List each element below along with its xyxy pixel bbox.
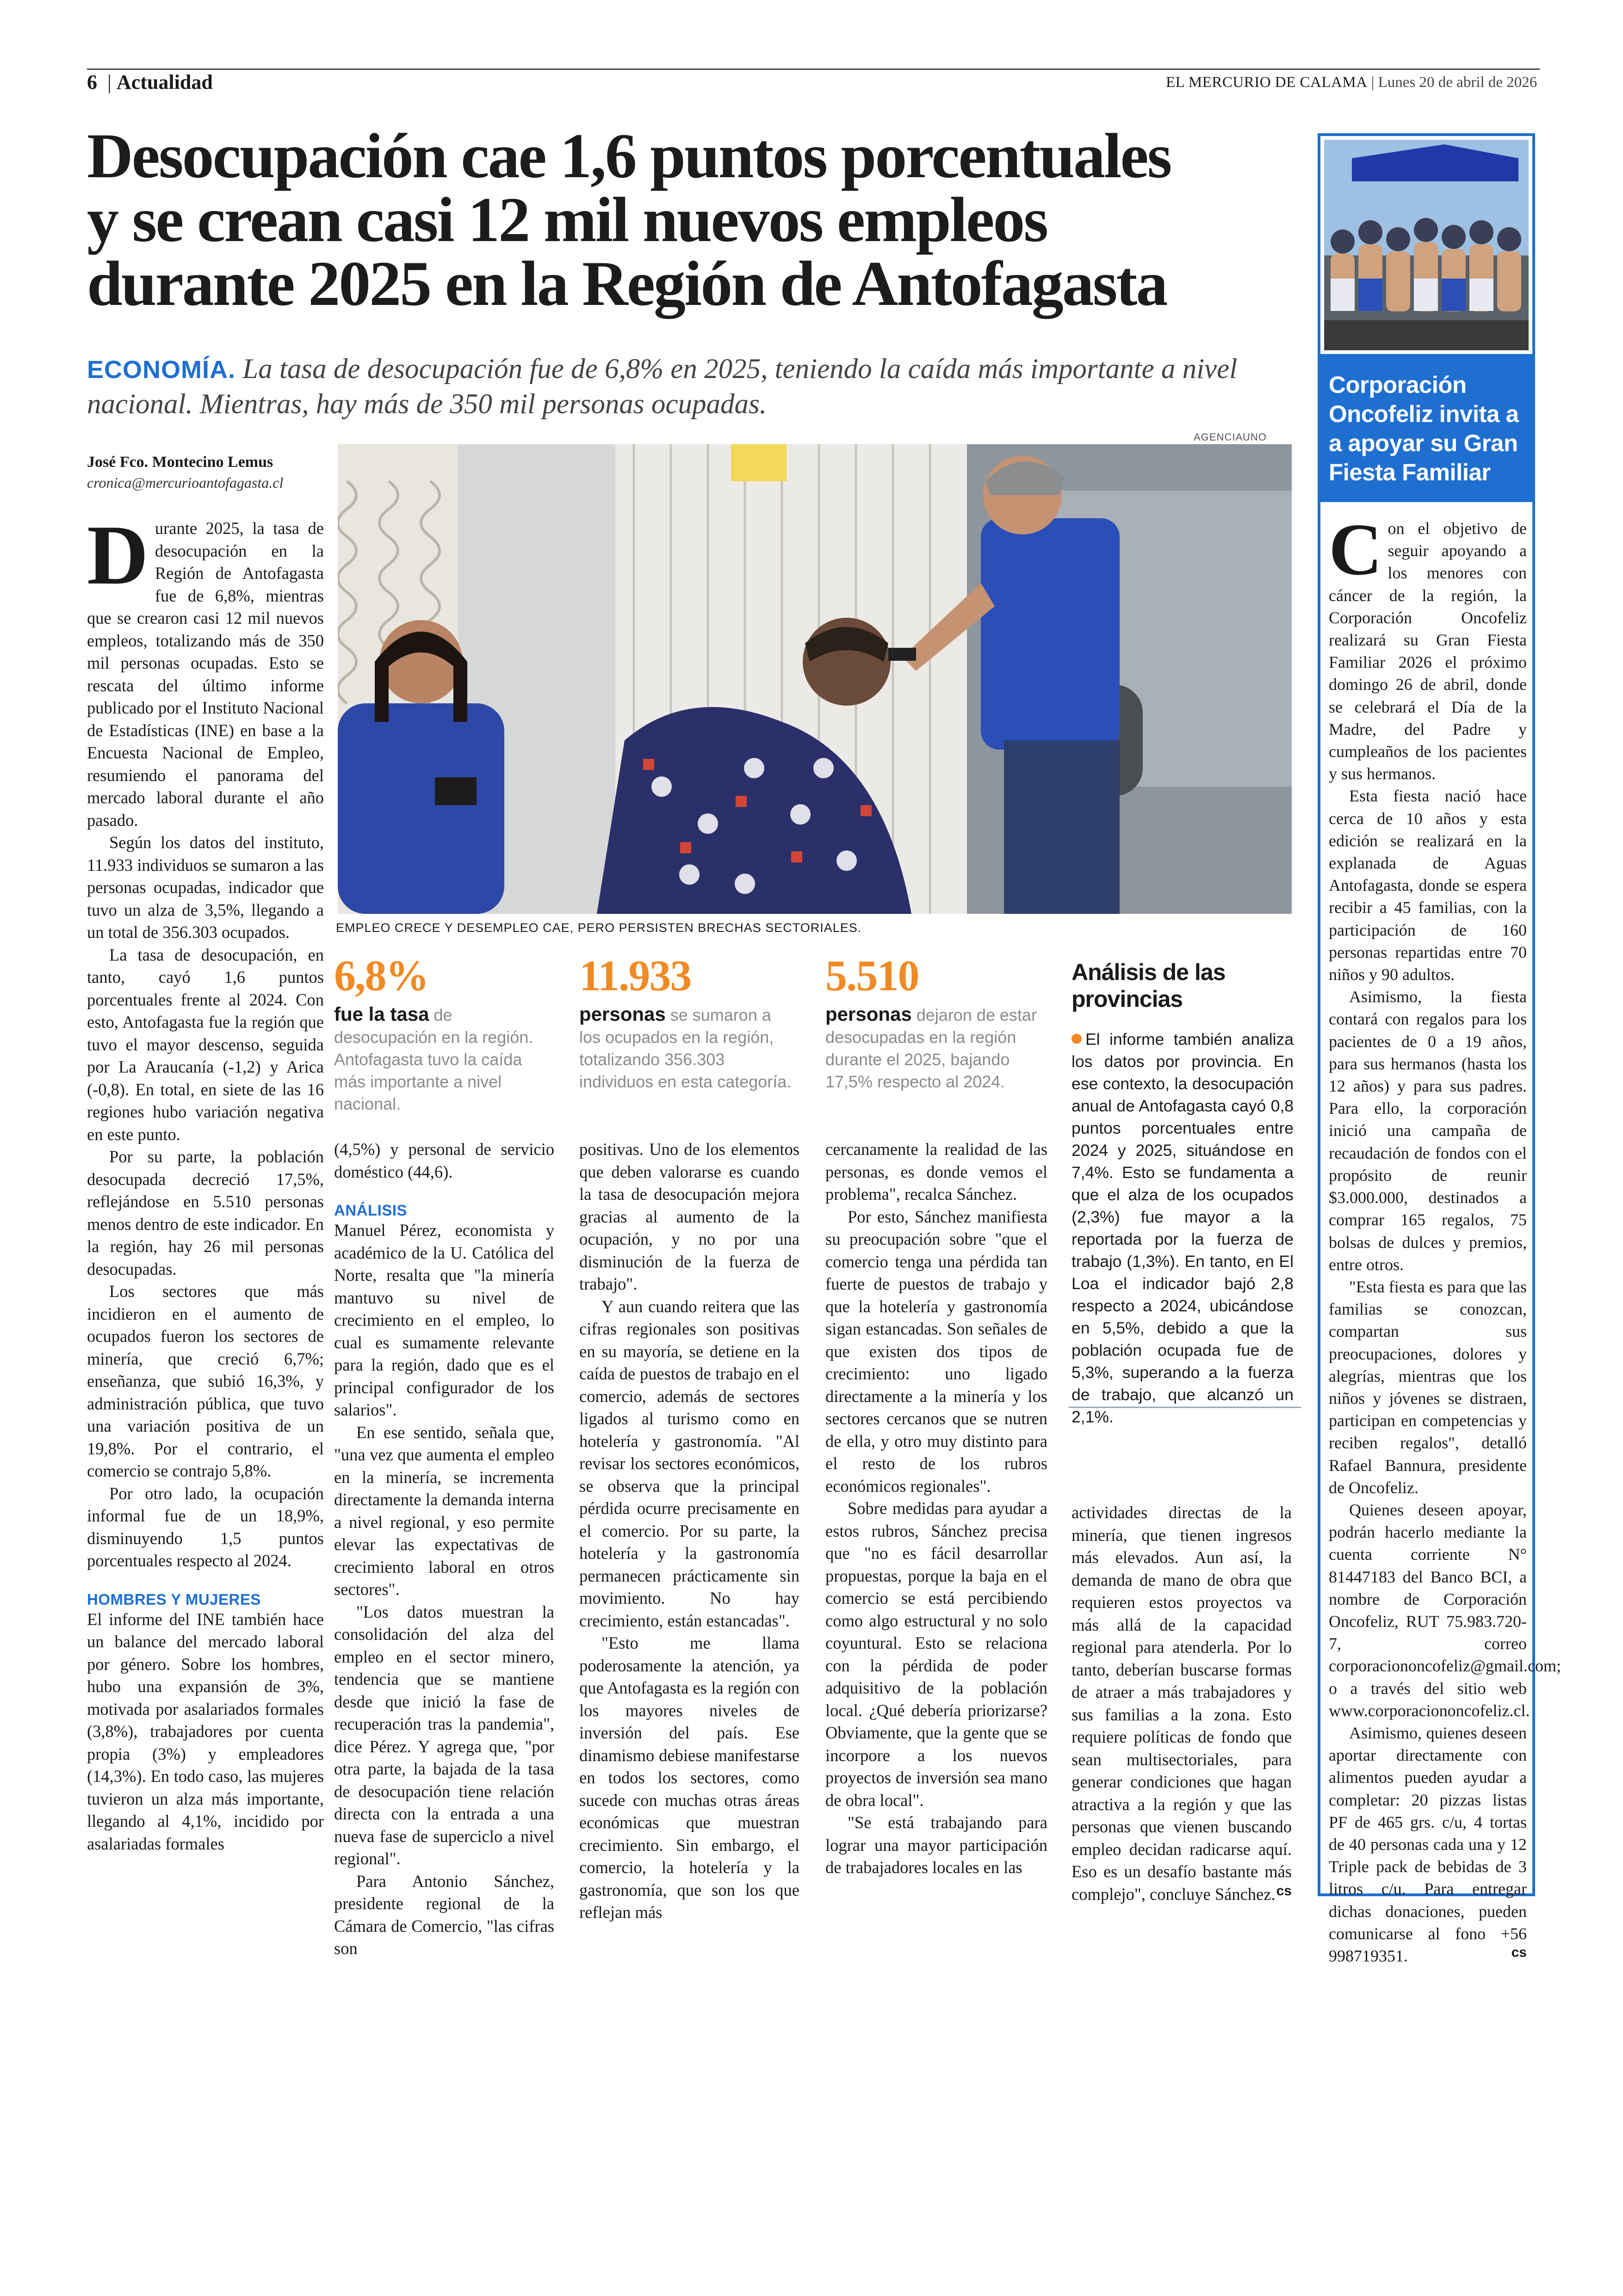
paragraph: Esta fiesta nació hace cerca de 10 años y esta edición se realizará en la explanada de Aguas Antofagasta, donde se espera recibir a 45 familias, con la participación de 160 personas repartidas entre 70 niños y 90 adultos. [1329,787,1527,984]
provinces-text: El informe también analiza los datos por provincia. En ese contexto, la desocupación anual de Antofagasta cayó 0,8 puntos porcentuales entre 2024 y 2025, situándose en 7,4%. Esto se fundamenta a que el alza de los ocupados (2,3%) fue mayor a la reportada por la fuerza de trabajo (1,3%). En tanto, en El Loa el indicador bajó 2,8 respecto a 2024, ubicándose en 5,5%, debido a que la población ocupada fue de 5,3%, superando a la fuerza de trabajo, que alcanzó un 2,1%. [1072,1030,1294,1426]
paragraph: Por otro lado, la ocupación informal fue de un 18,9%, disminuyendo 1,5 puntos porcentuales respecto al 2024. [87,1483,324,1570]
barbershop-photo [338,444,1292,914]
paragraph: La tasa de desocupación, en tanto, cayó 1,6 puntos porcentuales frente al 2024. Con esto, Antofagasta fue la región que tuvo el mayor descenso, seguida por La Araucanía (-1,2) y Arica (-0,8). En total, en siete de las 16 regiones hubo variación negativa en este punto. [87,945,324,1144]
paragraph: on el objetivo de seguir apoyando a los menores con cáncer de la región, la Corporación Oncofeliz realizará su Gran Fiesta Familiar 2026 el próximo domingo 26 de abril, donde se celebrará el Día de la Madre, del Padre y cumpleaños de los pacientes y sus hermanos. [1329,519,1527,783]
body-column-2 [334,1138,554,1960]
newspaper-name: EL MERCURIO DE CALAMA [1166,74,1368,91]
photo-caption: EMPLEO CRECE Y DESEMPLEO CAE, PERO PERSISTEN BRECHAS SECTORIALES. [336,921,862,935]
paragraph: cercanamente la realidad de las personas, es donde vemos el problema", recalca Sánchez. [825,1140,1047,1204]
lede-text: La tasa de desocupación fue de 6,8% en 2025, teniendo la caída más importante a nivel nacional. Mientras, hay más de 350 mil personas ocupadas. [87,354,1238,420]
photo-credit: AGENCIAUNO [1194,431,1267,443]
end-mark: cs [1276,1883,1292,1899]
paragraph: (4,5%) y personal de servicio doméstico (44,6). [334,1140,554,1181]
body-column-5 [1072,1502,1292,1905]
family-event-illustration [1324,140,1529,350]
paragraph: Según los datos del instituto, 11.933 individuos se sumaron a las personas ocupadas, indicador que tuvo un alza de 3,5%, llegando a un total de 356.303 ocupados. [87,833,324,942]
page-number: 6 [87,71,97,93]
page-separator: | [107,71,112,93]
stat-description [579,1003,797,1093]
paragraph: Por su parte, la población desocupada decreció 17,5%, reflejándose en 5.510 personas menos dentro de este indicador. En la región, hay 26 mil personas desocupadas. [87,1147,324,1278]
stat-bold: personas [825,1003,912,1025]
newspaper-info [1166,74,1537,91]
paragraph: Sobre medidas para ayudar a estos rubros, Sánchez precisa que "no es fácil desarrollar propuestas, porque la baja en el comercio se está percibiendo como algo estructural y no solo coyuntural. Esto se relaciona con la pérdida de poder adquisitivo de la población local. ¿Qué debería priorizarse? Obviamente, que la gente que se incorpore a los nuevos proyectos de inversión sea mano de obra local". [825,1499,1047,1810]
paragraph: El informe del INE también hace un balance del mercado laboral por género. Sobre los hombres, hubo una expansión de 3%, motivada por asalariados formales (3,8%), trabajadores por cuenta propia (3%) y empleadores (14,3%). En todo caso, las mujeres tuvieron un alza más importante, llegando al 4,1%, incidido por asalariadas formales [87,1609,324,1853]
body-column-1 [87,508,324,1905]
stat-text: de desocupación en la región. Antofagasta tuvo la caída más importante a nivel nacional. [334,1005,533,1113]
paragraph: Asimismo, la fiesta contará con regalos para los pacientes de 0 a 19 años, para sus hermanos (hasta los 12 años) y para sus padres. Para ello, la corporación inició una campaña de recaudación de fondos con el propósito de reunir $3.000.000, destinados a comprar 165 regalos, 75 bolsas de dulces y premios, entre otros. [1329,987,1527,1274]
subheading: HOMBRES Y MUJERES [87,1590,261,1608]
end-mark: cs [1511,1945,1527,1960]
paragraph: "Los datos muestran la consolidación del alza del empleo en el sector minero, tendencia que se mantiene desde que inició la fase de recuperación tras la pandemia", dice Pérez. Y agrega que, "por otra parte, la bajada de la tasa de desocupación tiene relación directa con la entrada a una nueva fase de superciclo a nivel regional". [334,1602,554,1868]
paragraph: "Esta fiesta es para que las familias se conozcan, compartan sus preocupaciones, dolores y alegrías, mientras que los niños y jóvenes se distraen, participan en competencias y reciben regalos", detalló Rafael Bannura, presidente de Oncofeliz. [1329,1277,1527,1497]
paragraph: "Esto me llama poderosamente la atención, ya que Antofagasta es la región con los mayores niveles de inversión del país. Ese dinamismo debiese manifestarse en todos los sectores, como sucede con muchas otras áreas económicas que muestran crecimiento. Sin embargo, el comercio, la hotelería y la gastronomía, que son los que reflejan más [579,1633,799,1922]
barbershop-photo-illustration [338,444,1292,914]
paragraph: En ese sentido, señala que, "una vez que aumenta el empleo en la minería, se incrementa directamente la demanda interna a nivel regional, y eso permite elevar las expectativas de crecimiento laboral en otros sectores". [334,1422,554,1599]
lede [87,352,1299,422]
sidebar-body [1329,508,1561,1967]
paragraph: Manuel Pérez, economista y académico de la U. Católica del Norte, resalta que "la minería mantuvo su nivel de crecimiento en el empleo, lo cual es sumamente relevante para la región, dado que es el principal configurador de los salarios". [334,1221,554,1419]
paragraph: positivas. Uno de los elementos que deben valorarse es cuando la tasa de desocupación mejora gracias al aumento de la ocupación, y no por una disminución de la fuerza de trabajo". [579,1140,799,1293]
headline-line-2: y se crean casi 12 mil nuevos empleos [87,184,1047,255]
subheading: ANÁLISIS [334,1202,408,1219]
stat-text: dejaron de estar desocupadas en la región durante el 2025, bajando 17,5% respecto al 2024. [825,1005,1037,1091]
paragraph: Los sectores que más incidieron en el aumento de ocupados fueron los sectores de minería, que creció 6,7%; enseñanza, que subió 16,3%, y administración pública, que tuvo una variación positiva de un 19,8%. Por el contrario, el comercio se contrajo 5,8%. [87,1282,324,1480]
paragraph: Por esto, Sánchez manifiesta su preocupación sobre "que el comercio tenga una pérdida tan fuerte de puestos de trabajo y que la hotelería y gastronomía sigan estancadas. Son señales de que existen dos tipos de crecimiento: uno ligado directamente a la minería y los sectores cercanos que se nutren de ella, y otro muy distinto para el resto de los rubros económicos regionales". [825,1207,1047,1496]
stat-description [334,1003,551,1115]
paragraph: Para Antonio Sánchez, presidente regional de la Cámara de Comercio, "las cifras son [334,1871,554,1958]
paragraph [1072,1502,1292,1905]
stat-bold: personas [579,1003,666,1025]
paragraph: Y aun cuando reitera que las cifras regionales son positivas en su mayoría, se detiene en la caída de puestos de trabajo en el comercio, además de sectores ligados al turismo como en hotelería y gastronomía. "Al revisar los sectores económicos, se observa que la principal pérdida ocurre precisamente en el comercio. Por su parte, la hotelería y la gastronomía permanecen prácticamente sin movimiento. No hay crecimiento, están estancadas". [579,1297,799,1630]
paragraph [1329,1722,1527,1967]
body-column-3 [579,1138,799,1924]
headline [87,120,1336,319]
byline-email[interactable]: cronica@mercurioantofagasta.cl [87,474,284,491]
section-name: Actualidad [117,71,213,93]
bullet-icon [1072,1034,1082,1044]
paragraph: "Se está trabajando para lograr una mayor participación de trabajadores locales en las [825,1813,1047,1877]
body-column-4 [825,1138,1047,1879]
sidebar-title: Corporación Oncofeliz invita a a apoyar su Gran Fiesta Familiar [1329,372,1519,485]
provinces-title: Análisis de las provincias [1072,959,1226,1012]
stat-number: 11.933 [579,952,691,1000]
stat-number: 6,8% [334,952,428,1000]
paragraph: Quienes deseen apoyar, podrán hacerlo mediante la cuenta corriente N° 81447183 del Banco BCI, a nombre de Corporación Oncofeliz, RUT 75.983.720-7, correo corporaciononcofeliz@gmail.com; o a través del sitio web www.corporaciononcofeliz.cl. [1329,1500,1561,1720]
family-event-photo [1324,140,1529,350]
drop-cap: C [1329,508,1382,590]
stat-description [825,1003,1043,1093]
paragraph: urante 2025, la tasa de desocupación en la Región de Antofagasta fue de 6,8%, mientras que se crearon casi 12 mil nuevos empleos, totalizando más de 350 mil personas ocupadas. Esto se rescata del último informe publicado por el Instituto Nacional de Estadísticas (INE) en base a la Encuesta Nacional de Empleo, resumiendo el panorama del mercado laboral durante el año pasado. [87,519,324,830]
stat-text: se sumaron a los ocupados en la región, totalizando 356.303 individuos en esta categoría. [579,1005,792,1091]
kicker: ECONOMÍA. [87,356,236,384]
top-rule [87,68,1540,70]
provinces-divider [1069,1407,1301,1408]
headline-line-1: Desocupación cae 1,6 puntos porcentuales [87,120,1171,191]
headline-line-3: durante 2025 en la Región de Antofagasta [87,248,1167,319]
paragraph-text: actividades directas de la minería, que tienen ingresos más elevados. Aun así, la demanda de mano de obra que requieren estos proyectos va más allá de la capacidad regional para atenderla. Por lo tanto, deberían buscarse formas de atraer a más trabajadores y sus familias a la zona. Esto requiere políticas de fondo que sean multisectoriales, para generar condiciones que hagan atractiva a la región y que las personas que vienen buscando empleo decidan radicarse aquí. Eso es un desafío bastante más complejo", concluye Sánchez. [1072,1503,1292,1904]
byline-name: José Fco. Montecino Lemus [87,453,273,471]
provinces-body [1072,1028,1294,1428]
stat-number: 5.510 [825,952,919,1000]
issue-date: | Lunes 20 de abril de 2026 [1371,74,1537,91]
stat-bold: fue la tasa [334,1003,429,1025]
paragraph-text: Asimismo, quienes deseen aportar directamente con alimentos pueden ayudar a completar: 20 pizzas listas PF de 465 grs. c/u, 4 tortas de 40 personas cada una y 12 Triple pack de bebidas de 3 litros c/u. Para entregar dichas donaciones, pueden comunicarse al fono +56 998719351. [1329,1723,1527,1965]
drop-cap: D [87,508,149,602]
